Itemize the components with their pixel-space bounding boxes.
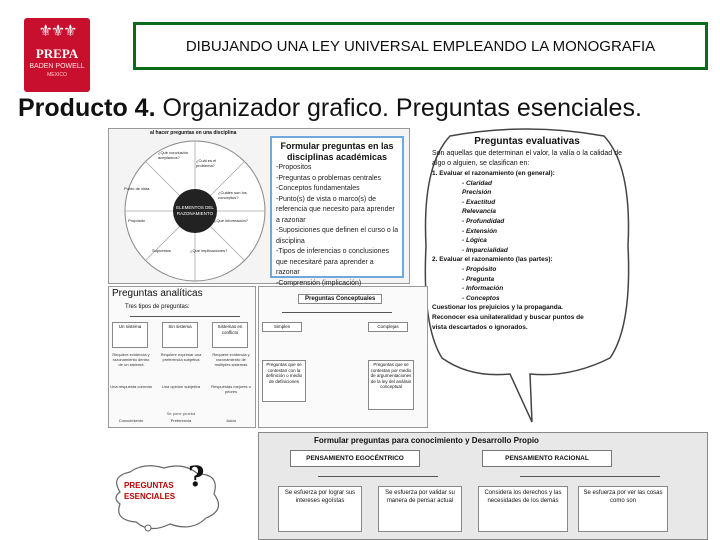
evaluativas-item: Relevancia (462, 208, 496, 216)
formular-disciplinas-box (270, 136, 404, 287)
formular-line: -Suposiciones que definen el curso o la (276, 227, 398, 234)
logo-text-mexico: MEXICO (47, 72, 67, 78)
analiticas-mid-text: Requiere expresar una preferencia subjetiva (160, 352, 202, 362)
wheel-segment-label: ¿Qué información? (214, 218, 249, 223)
evaluativas-item: - Imparcialidad (462, 246, 508, 254)
wheel-segment-label: Supuestos (152, 248, 171, 253)
formular-line: -Tipos de inferencias o conclusiones (276, 248, 389, 255)
evaluativas-intro: Son aquellas que determinan el valor, la valía o la calidad de algo o alguien, se clasifican en: (432, 150, 622, 167)
analiticas-subtitle: Tres tipos de preguntas: (125, 304, 190, 310)
question-mark-icon: ? (188, 460, 205, 493)
evaluativas-text (432, 136, 622, 332)
evaluativas-closing: vista descartados o ignorados. (432, 323, 528, 331)
evaluativas-item: - Lógica (462, 237, 487, 245)
logo-text-prepa: PREPA (35, 46, 79, 61)
analiticas-bottom-text: Se pone prueba (166, 411, 196, 416)
burst-bubble (145, 525, 151, 531)
fleur-de-lis-icon: ⚜⚜⚜ (38, 23, 76, 40)
desarrollo-box: Se esfuerza por lograr sus intereses egoístas (278, 486, 362, 532)
formular-line: razonar (276, 269, 300, 276)
preguntas-esenciales-label (124, 480, 175, 502)
title-banner-text: DIBUJANDO UNA LEY UNIVERSAL EMPLEANDO LA MONOGRAFIA (136, 25, 705, 67)
page-heading (18, 94, 718, 123)
evaluativas-item: Precisión (462, 189, 492, 197)
evaluativas-item: - Propósito (462, 265, 497, 273)
analiticas-mid-text: Requiere evidencia y razonamiento dentro de un sistema (112, 352, 150, 367)
analiticas-low-text: Una opinión subjetiva (161, 384, 201, 389)
conceptuales-complex-box: Complejas (368, 322, 408, 332)
analiticas-low-text: Una respuesta correcta (110, 384, 152, 389)
evaluativas-section1: 1. Evaluar el razonamiento (en general): (432, 170, 555, 177)
conceptuales-complex-desc: Preguntas que se contestan por medio de argumentaciones de la ley del análisis conceptual (368, 360, 414, 410)
evaluativas-item: - Conceptos (462, 294, 500, 302)
formular-line: -Propositos (276, 164, 312, 171)
formular-line: -Punto(s) de vista o marco(s) de (276, 195, 376, 203)
wheel-center-text-1: ELEMENTOS DEL (176, 205, 214, 210)
analiticas-title: Preguntas analíticas (112, 288, 203, 299)
heading-bold: Producto 4. (18, 94, 156, 122)
wheel-segment-label: ¿Qué implicaciones? (190, 248, 228, 253)
analiticas-foot-text: Juicio (225, 418, 237, 423)
formular-line: -Comprensión (implicación) (276, 279, 362, 287)
title-banner (133, 22, 708, 70)
desarrollo-box: Considera los derechos y las necesidades de los demás (478, 486, 568, 532)
evaluativas-item: - Extensión (462, 227, 498, 235)
evaluativas-item: - Pregunta (462, 275, 495, 283)
evaluativas-item: - Claridad (462, 179, 492, 187)
connector-line (130, 316, 240, 317)
desarrollo-box: Se esfuerza por ver las cosas como son (578, 486, 668, 532)
analiticas-head-box: Sin sistema (162, 322, 198, 348)
wheel-title: al hacer preguntas en una disciplina (150, 130, 237, 136)
wheel-center-text-2: RAZONAMIENTO (176, 211, 214, 216)
evaluativas-closing: Cuestionar los prejuicios y la propaganda. (432, 304, 564, 312)
school-logo (24, 18, 90, 92)
analiticas-low-text: Respuestas mejores o peores (211, 384, 251, 394)
connector-line (282, 312, 392, 313)
desarrollo-title: Formular preguntas para conocimiento y Desarrollo Propio (314, 436, 539, 445)
evaluativas-closing: Reconocer esa unilateralidad y buscar puntos de (432, 313, 584, 321)
formular-line: -Conceptos fundamentales (276, 185, 360, 192)
formular-line: disciplina (276, 237, 305, 245)
analiticas-foot-text: Preferencia (170, 418, 192, 423)
conceptuales-simple-desc: Preguntas que se contestan con la definición o medio de definiciones (262, 360, 306, 402)
conceptuales-simple-box: Simples (262, 322, 302, 332)
conceptuales-title: Preguntas Conceptuales (298, 294, 382, 304)
formular-line: -Preguntas o problemas centrales (276, 174, 382, 182)
analiticas-head-box: Un sistema (112, 322, 148, 348)
connector-line (520, 476, 660, 477)
wheel-segment-label: Punto de vista (124, 186, 150, 191)
racional-header: PENSAMIENTO RACIONAL (482, 450, 612, 467)
formular-line: referencia que necesito para aprender (276, 206, 395, 213)
evaluativas-item: - Exactitud (462, 198, 496, 206)
evaluativas-title: Preguntas evaluativas (474, 136, 580, 147)
burst-line-2: ESENCIALES (124, 492, 176, 501)
wheel-segment-label: ¿Cuáles son los conceptos? (218, 190, 247, 200)
evaluativas-item: - Información (462, 285, 504, 293)
evaluativas-section2: 2. Evaluar el razonamiento (las partes): (432, 256, 553, 264)
wheel-segment-label: ¿Cuál es el problema? (196, 158, 217, 168)
evaluativas-item: - Profundidad (462, 217, 505, 225)
desarrollo-box: Se esfuerza por validar su manera de pensar actual (378, 486, 462, 532)
analiticas-head-box: Sistemas en conflicto (212, 322, 248, 348)
analiticas-mid-text: Requiere evidencia y razonamiento de múltiples sistemas (212, 352, 250, 367)
connector-line (318, 476, 438, 477)
logo-text-baden: BADEN POWELL (29, 63, 85, 70)
egocentrico-header: PENSAMIENTO EGOCÉNTRICO (290, 450, 420, 467)
heading-rest: Organizador grafico. Preguntas esenciales. (155, 94, 642, 122)
formular-title: Formular preguntas en las disciplinas académicas (280, 141, 394, 162)
wheel-segment-label: Propósito (128, 218, 145, 223)
analiticas-foot-text: Conocimiento (118, 418, 144, 423)
formular-line: que necesitaré para aprender a (276, 258, 374, 266)
wheel-segment-label: ¿Qué conclusión aceptamos? (158, 150, 189, 160)
burst-line-1: PREGUNTAS (124, 481, 174, 490)
formular-line: a razonar (276, 216, 306, 224)
